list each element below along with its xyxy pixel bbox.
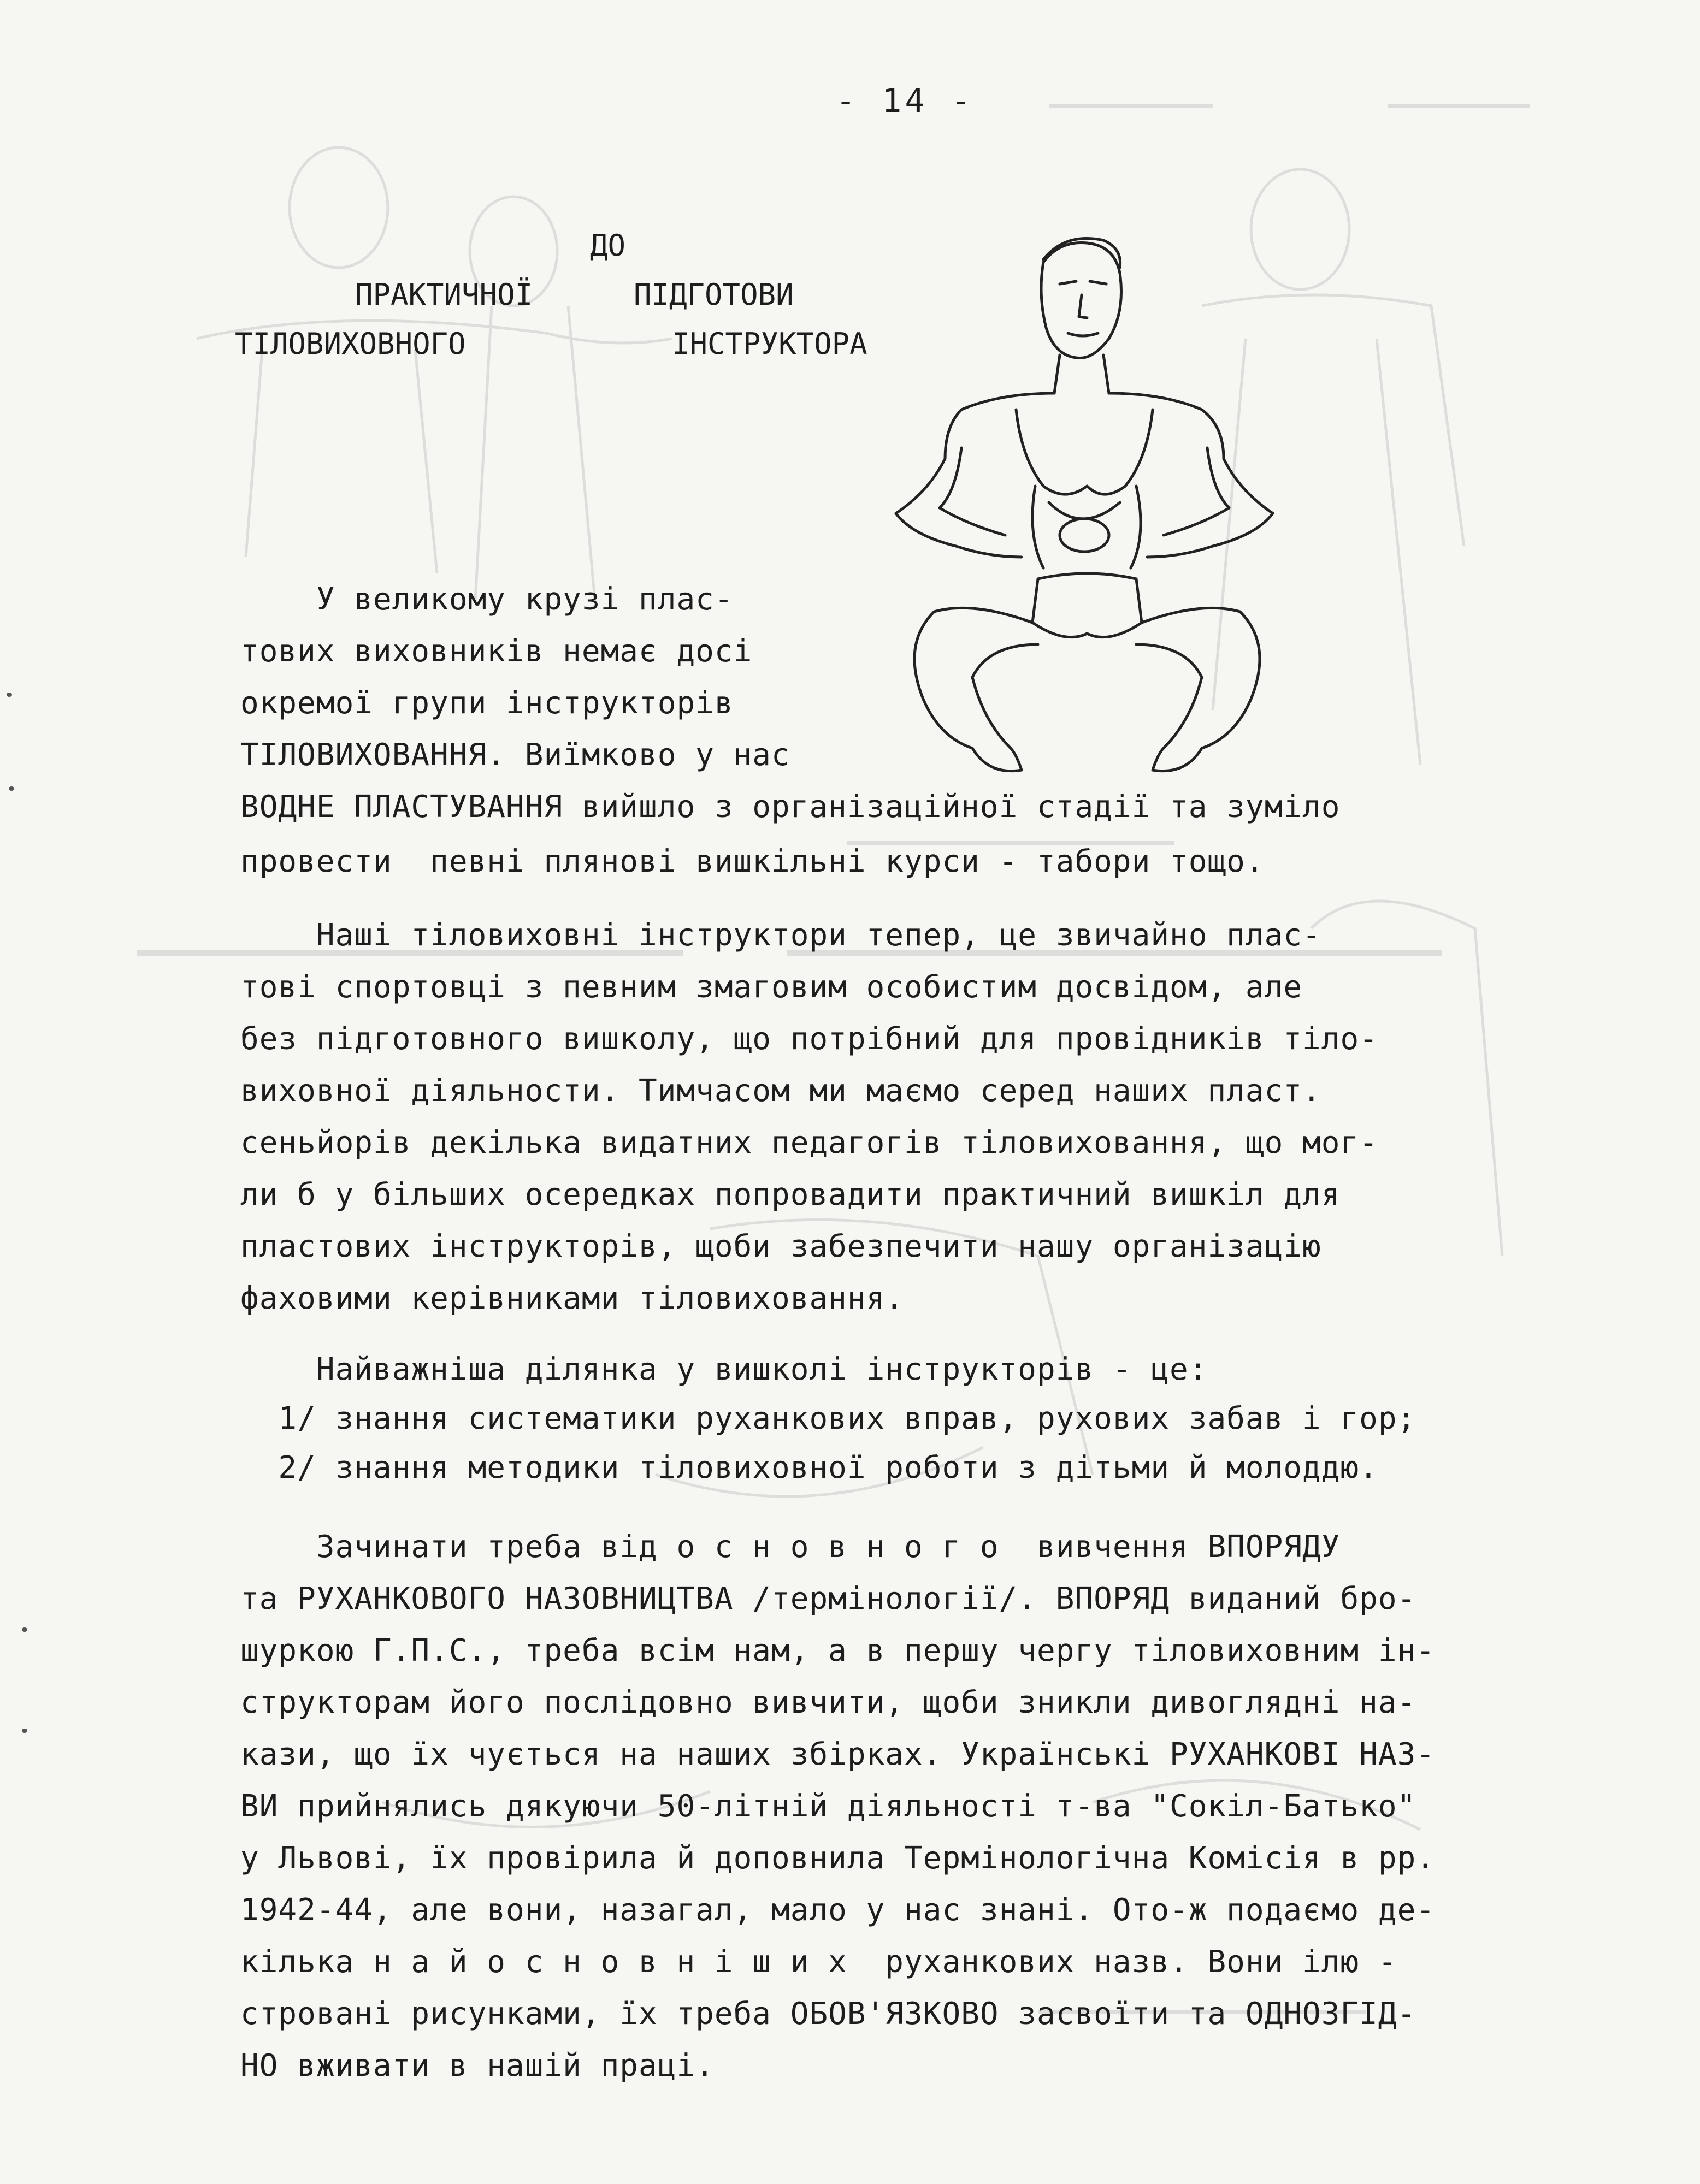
squatting-athlete-illustration [879, 229, 1295, 786]
text-line: тові спортовці з певним змаговим особистим досвідом, але [240, 969, 1303, 1005]
list-item: 2/ знання методики тіловиховної роботи з дітьми й молоддю. [240, 1450, 1378, 1485]
text-line: провести певні плянові вишкільні курси - табори тощо. [240, 844, 1265, 879]
page-number: - 14 - [836, 82, 974, 120]
text-line: Зачинати треба від о с н о в н о г о вивчення ВПОРЯДУ [240, 1529, 1341, 1565]
text-line: та РУХАНКОВОГО НАЗОВНИЦТВА /термінології/. ВПОРЯД виданий бро- [240, 1581, 1416, 1617]
text-line: НО вживати в нашій праці. [240, 2048, 715, 2084]
text-line: Найважніша ділянка у вишколі інструкторів - це: [240, 1352, 1208, 1387]
text-line: шуркою Г.П.С., треба всім нам, а в першу чергу тіловиховним ін- [240, 1633, 1436, 1668]
text-line: кази, що їх чується на наших збірках. Українські РУХАНКОВІ НАЗ- [240, 1737, 1436, 1772]
text-line: кілька н а й о с н о в н і ш и х руханкових назв. Вони ілю - [240, 1944, 1397, 1980]
text-line: сеньйорів декілька видатних педагогів тіловиховання, що мог- [240, 1125, 1378, 1161]
margin-speck [9, 786, 14, 791]
text-line: Наші тіловиховні інструктори тепер, це звичайно плас- [240, 918, 1321, 953]
margin-speck [7, 693, 12, 697]
text-line: 1942-44, але вони, назагал, мало у нас знані. Ото-ж подаємо де- [240, 1892, 1436, 1928]
heading-line-2a: ПРАКТИЧНОЇ [355, 277, 533, 312]
heading-line-1: ДО [590, 228, 626, 263]
margin-speck [22, 1729, 27, 1733]
text-line: ТІЛОВИХОВАННЯ. Виїмково у нас [240, 737, 790, 773]
text-line: фаховими керівниками тіловиховання. [240, 1281, 905, 1316]
text-line: структорам його послідовно вивчити, щоби зникли дивоглядні на- [240, 1685, 1416, 1720]
text-line: у Львові, їх провірила й доповнила Термінологічна Комісія в рр. [240, 1840, 1436, 1876]
text-line: стровані рисунками, їх треба ОБОВ'ЯЗКОВО засвоїти та ОДНОЗГІД- [240, 1996, 1416, 2032]
text-line: без підготовного вишколу, що потрібний для провідників тіло- [240, 1021, 1378, 1057]
text-line: ли б у більших осередках попровадити практичний вишкіл для [240, 1177, 1341, 1212]
heading-line-3a: ТІЛОВИХОВНОГО [235, 327, 466, 361]
text-line: ВОДНЕ ПЛАСТУВАННЯ вийшло з організаційної стадії та зуміло [240, 789, 1341, 825]
heading-line-2b: ПІДГОТОВИ [634, 277, 794, 312]
text-line: У великому крузі плас- [240, 582, 734, 617]
text-line: виховної діяльности. Тимчасом ми маємо серед наших пласт. [240, 1073, 1321, 1109]
text-line: ВИ прийнялись дякуючи 50-літній діяльності т-ва "Сокіл-Батько" [240, 1789, 1416, 1824]
margin-speck [22, 1627, 27, 1632]
list-item: 1/ знання систематики руханкових вправ, рухових забав і гор; [240, 1401, 1416, 1436]
text-line: тових виховників немає досі [240, 634, 753, 669]
text-line: пластових інструкторів, щоби забезпечити нашу організацію [240, 1229, 1321, 1264]
heading-line-3b: ІНСТРУКТОРА [672, 327, 867, 361]
text-line: окремої групи інструкторів [240, 685, 734, 721]
